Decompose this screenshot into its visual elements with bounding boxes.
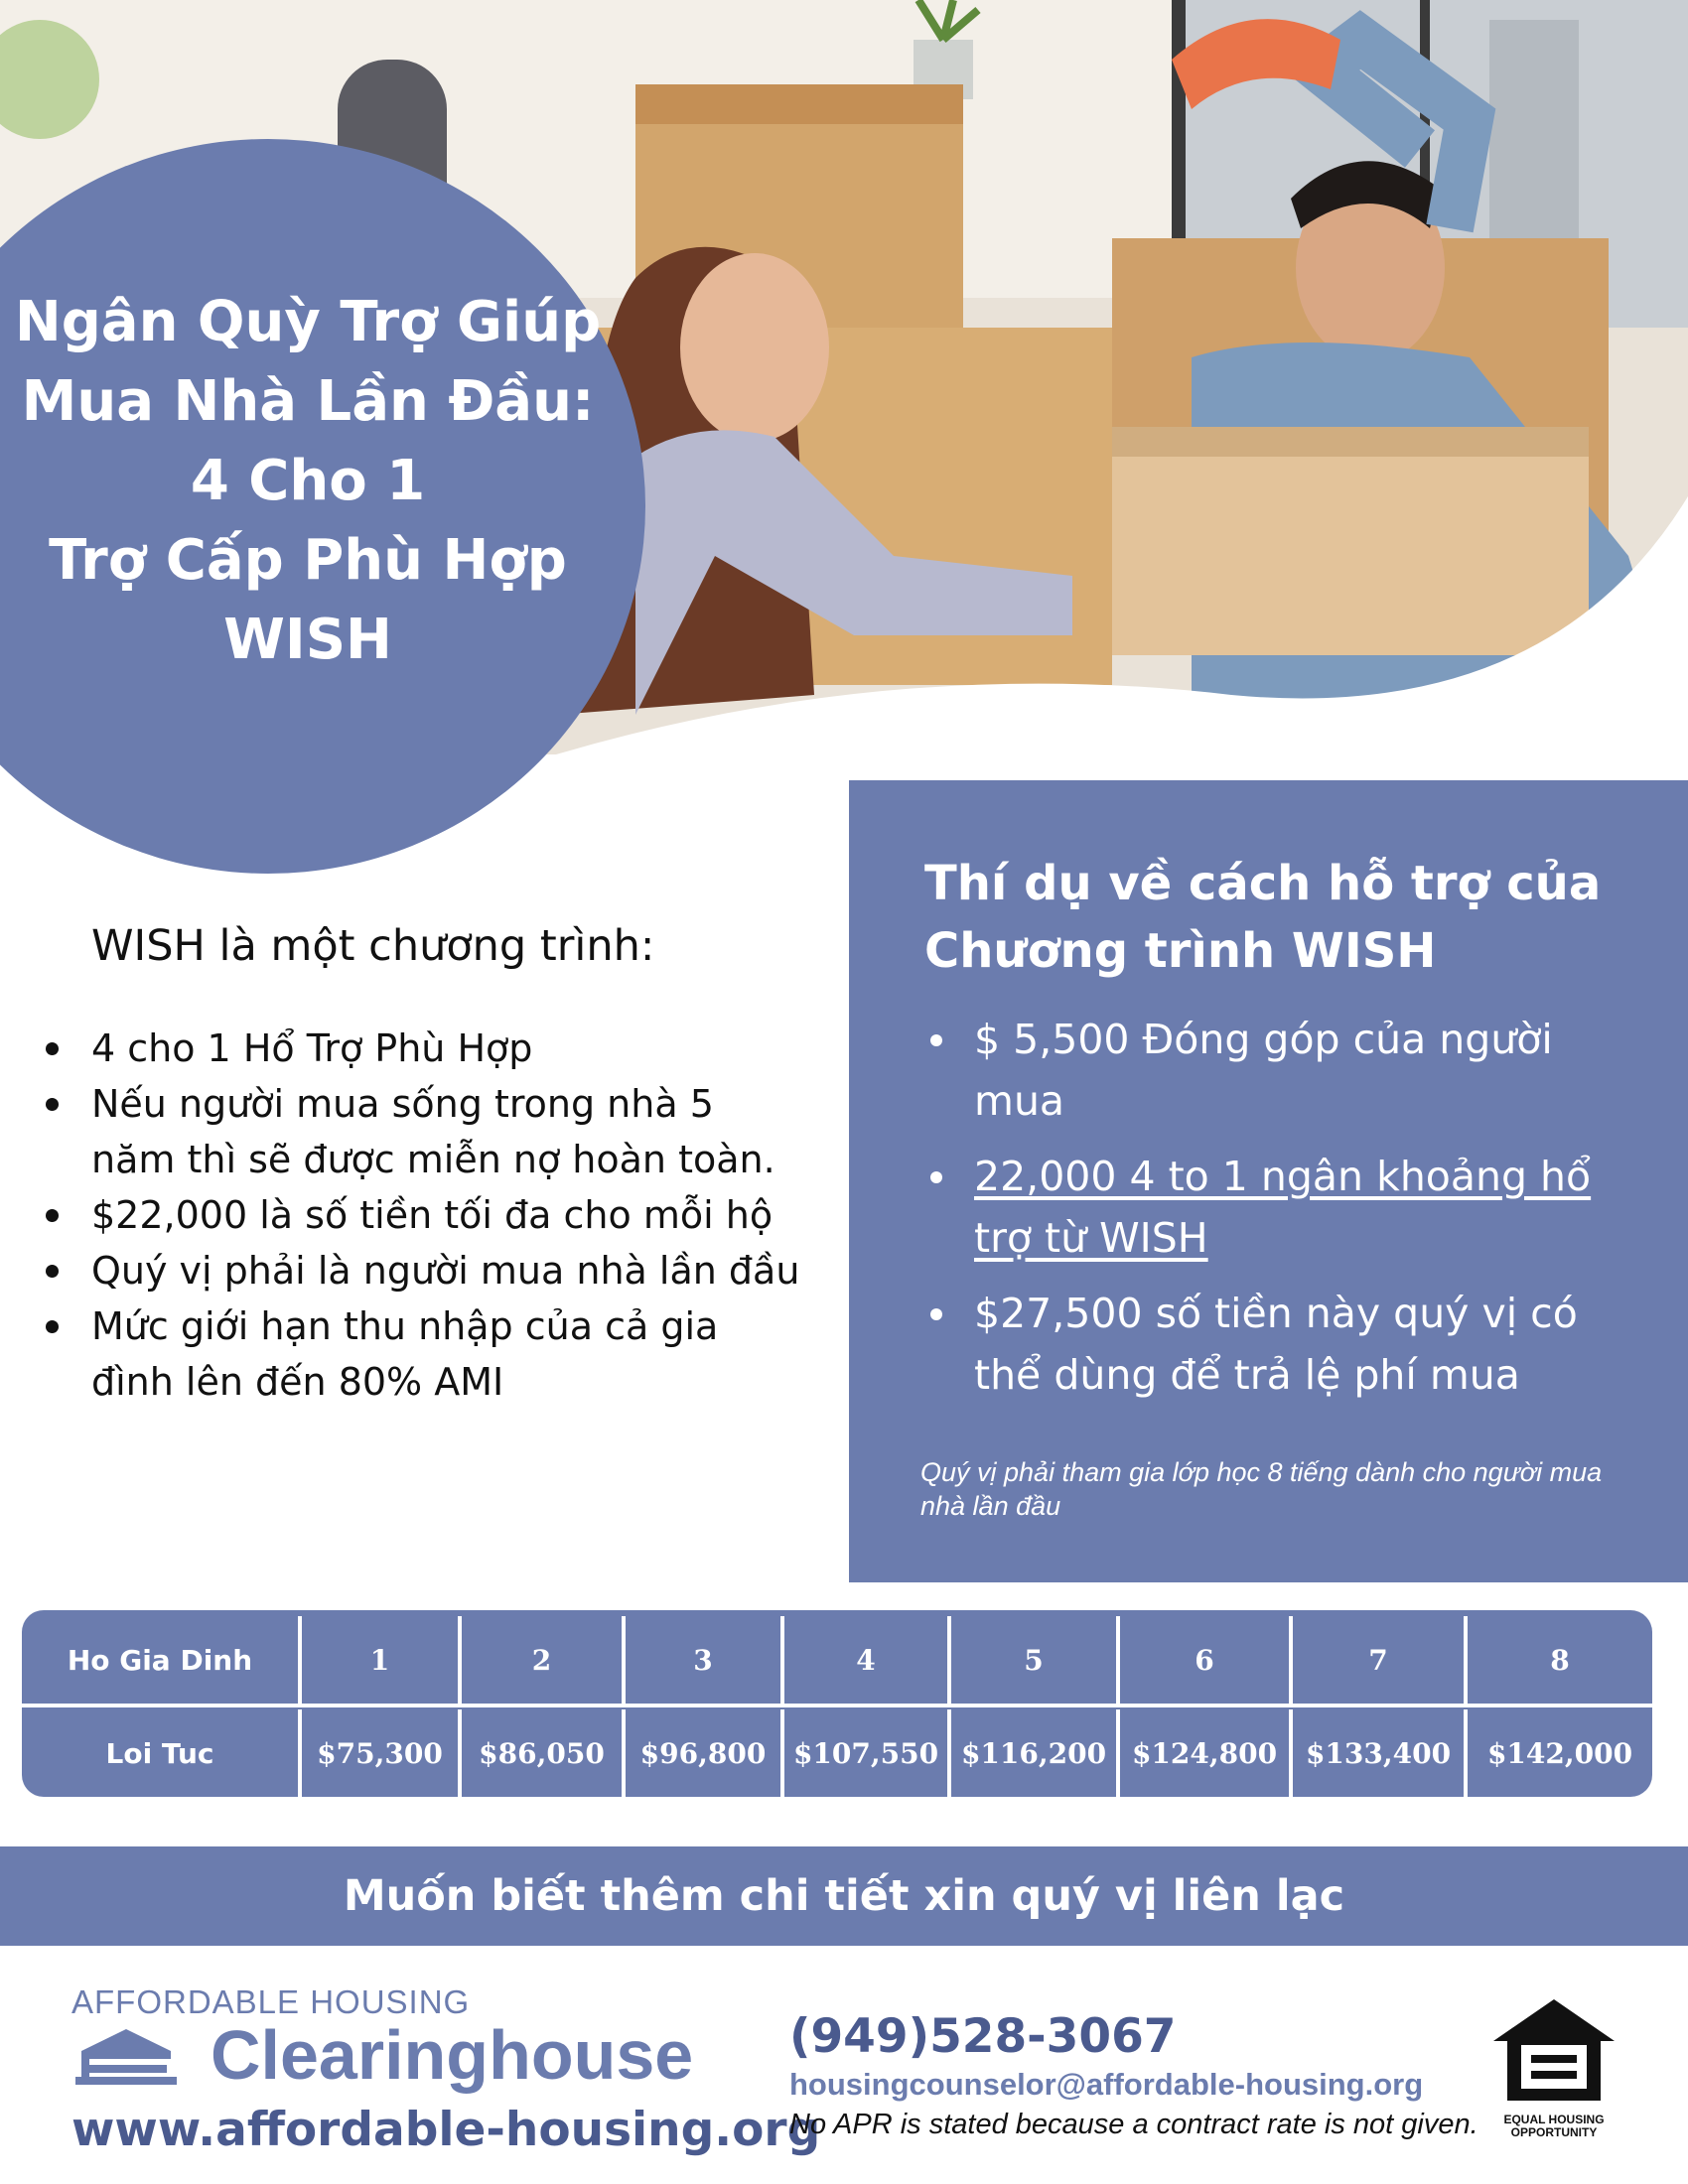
row-label-income: Loi Tuc bbox=[22, 1709, 302, 1797]
website-link[interactable]: www.affordable-housing.org bbox=[71, 2103, 821, 2157]
row-label-household: Ho Gia Dinh bbox=[22, 1616, 302, 1704]
table-cell: 7 bbox=[1293, 1616, 1468, 1704]
bullet-icon bbox=[930, 1171, 942, 1183]
table-cell: $75,300 bbox=[302, 1709, 462, 1797]
org-name: Clearinghouse bbox=[211, 2016, 694, 2094]
contact-banner: Muốn biết thêm chi tiết xin quý vị liên lạc bbox=[0, 1846, 1688, 1946]
list-item: 22,000 4 to 1 ngân khoảng hổ trợ từ WISH bbox=[924, 1146, 1619, 1269]
list-item: $22,000 là số tiền tối đa cho mỗi hộ bbox=[40, 1187, 804, 1243]
phone-number[interactable]: (949)528-3067 bbox=[789, 2009, 1177, 2064]
title-line-4: Trợ Cấp Phù Hợp bbox=[49, 528, 567, 593]
equal-housing-logo bbox=[1489, 1995, 1618, 2139]
list-item: $ 5,500 Đóng góp của người mua bbox=[924, 1009, 1619, 1132]
bullet-icon bbox=[46, 1042, 59, 1055]
table-cell: 2 bbox=[462, 1616, 626, 1704]
example-list bbox=[924, 1009, 1619, 1420]
table-cell: $133,400 bbox=[1293, 1709, 1468, 1797]
table-cell: 6 bbox=[1120, 1616, 1293, 1704]
example-title: Thí dụ về cách hỗ trợ của Chương trình WISH bbox=[924, 856, 1602, 979]
table-cell: $107,550 bbox=[784, 1709, 951, 1797]
list-item: 4 cho 1 Hổ Trợ Phù Hợp bbox=[40, 1021, 804, 1076]
class-requirement-note: Quý vị phải tham gia lớp học 8 tiếng dành cho người mua nhà lần đầu bbox=[920, 1457, 1603, 1521]
program-intro: WISH là một chương trình: bbox=[91, 921, 655, 971]
bullet-icon bbox=[46, 1209, 59, 1222]
bullet-icon bbox=[930, 1034, 942, 1046]
org-name-upper: AFFORDABLE HOUSING bbox=[71, 1983, 471, 2020]
table-cell: $142,000 bbox=[1486, 1736, 1633, 1770]
table-cell: $86,050 bbox=[462, 1709, 626, 1797]
table-divider bbox=[22, 1704, 1652, 1707]
table-cell: 3 bbox=[626, 1616, 784, 1704]
list-item: Nếu người mua sống trong nhà 5 năm thì sẽ được miễn nợ hoàn toàn. bbox=[40, 1076, 804, 1187]
example-panel bbox=[849, 780, 1688, 1582]
table-cell: 5 bbox=[951, 1616, 1120, 1704]
table-cell: 1 bbox=[302, 1616, 462, 1704]
list-item: $27,500 số tiền này quý vị có thể dùng để trả lệ phí mua bbox=[924, 1283, 1619, 1406]
program-feature-list bbox=[40, 1021, 804, 1410]
house-logo-icon bbox=[71, 2025, 181, 2094]
bullet-icon bbox=[46, 1098, 59, 1111]
title-line-5: WISH bbox=[223, 608, 392, 672]
table-cell: 4 bbox=[784, 1616, 951, 1704]
title-line-2: Mua Nhà Lần Đầu: bbox=[21, 369, 595, 434]
table-cell: $124,800 bbox=[1120, 1709, 1293, 1797]
bullet-icon bbox=[930, 1308, 942, 1320]
table-row-income bbox=[22, 1709, 1652, 1797]
title-line-3: 4 Cho 1 bbox=[190, 449, 426, 513]
page-title bbox=[0, 283, 616, 680]
equal-housing-icon bbox=[1489, 1995, 1618, 2105]
table-cell: $116,200 bbox=[951, 1709, 1120, 1797]
apr-disclaimer: No APR is stated because a contract rate is not given. bbox=[789, 2109, 1478, 2140]
list-item: Mức giới hạn thu nhập của cả gia đình lên đến 80% AMI bbox=[40, 1298, 804, 1410]
bullet-icon bbox=[46, 1265, 59, 1278]
email-link[interactable]: housingcounselor@affordable-housing.org bbox=[789, 2067, 1424, 2102]
equal-housing-label: EQUAL HOUSING OPPORTUNITY bbox=[1503, 2113, 1605, 2139]
bullet-icon bbox=[46, 1320, 59, 1333]
title-line-1: Ngân Quỳ Trợ Giúp bbox=[14, 290, 602, 354]
table-row-household bbox=[22, 1616, 1652, 1704]
income-limit-table bbox=[22, 1610, 1652, 1797]
table-cell: $96,800 bbox=[626, 1709, 784, 1797]
table-cell: 8 bbox=[1550, 1643, 1570, 1677]
list-item: Quý vị phải là người mua nhà lần đầu bbox=[40, 1243, 804, 1298]
